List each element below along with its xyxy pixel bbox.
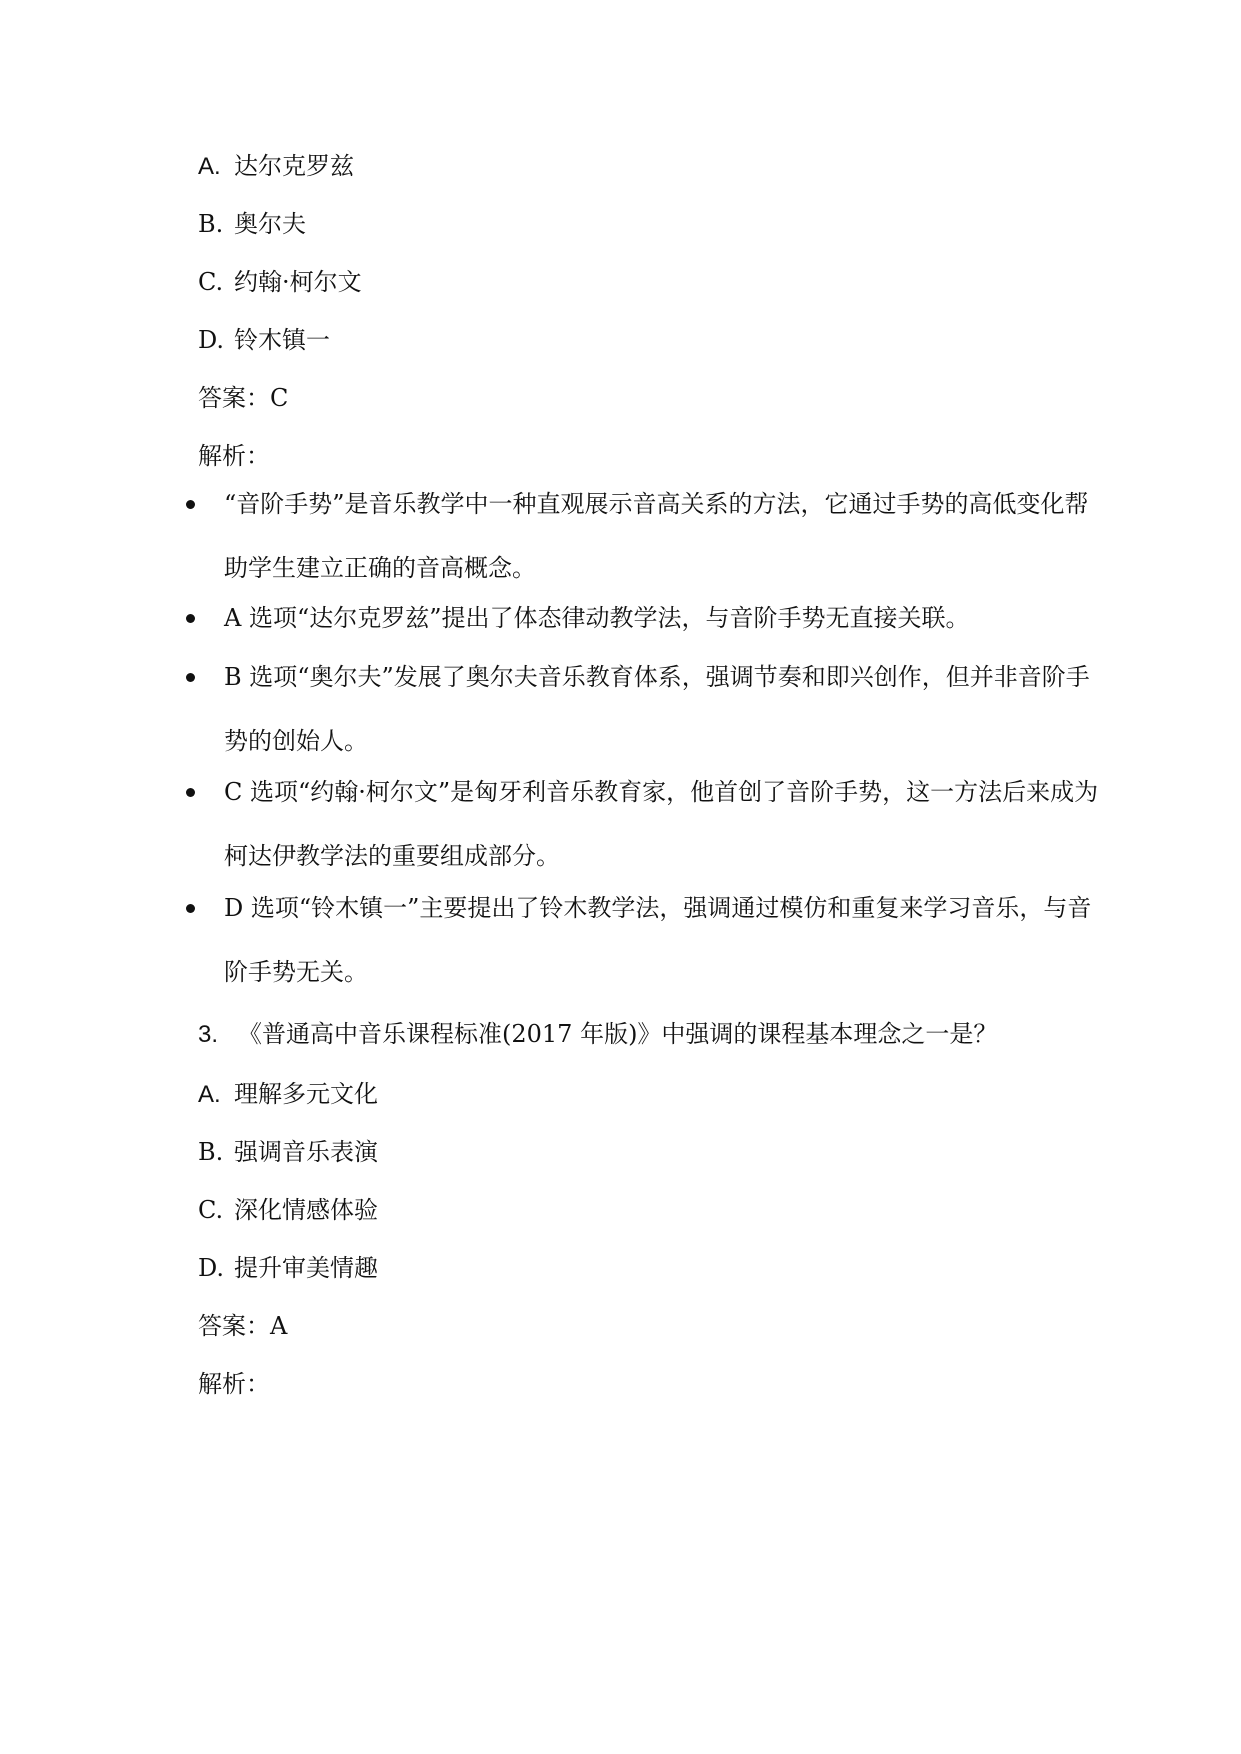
option-text: 深化情感体验 xyxy=(234,1196,378,1224)
analysis-item: “音阶手势”是音乐教学中一种直观展示音高关系的方法，它通过手势的高低变化帮助学生建立正确的音高概念。 xyxy=(224,490,1089,582)
q2-option-c xyxy=(198,266,362,298)
option-text: 奥尔夫 xyxy=(234,210,306,238)
q3-option-d xyxy=(198,1252,378,1284)
option-text: 约翰·柯尔文 xyxy=(234,268,362,296)
option-letter: A. xyxy=(198,153,221,180)
option-letter: C. xyxy=(198,1196,224,1224)
bullet-icon xyxy=(186,500,195,509)
q2-analysis-label: 解析： xyxy=(198,442,270,470)
q2-option-b xyxy=(198,208,306,240)
option-letter: B. xyxy=(198,1138,224,1166)
q2-option-a xyxy=(198,150,354,183)
q3-question xyxy=(198,1018,997,1051)
option-letter: A. xyxy=(198,1081,221,1108)
analysis-item: D 选项“铃木镇一”主要提出了铃木教学法，强调通过模仿和重复来学习音乐，与音阶手势无关。 xyxy=(224,894,1092,986)
q3-option-a xyxy=(198,1078,378,1111)
analysis-item: C 选项“约翰·柯尔文”是匈牙利音乐教育家，他首创了音阶手势，这一方法后来成为柯达伊教学法的重要组成部分。 xyxy=(224,778,1099,870)
q3-analysis-label: 解析： xyxy=(198,1370,270,1398)
question-number: 3. xyxy=(198,1021,219,1048)
option-text: 达尔克罗兹 xyxy=(234,152,354,180)
option-text: 铃木镇一 xyxy=(234,326,330,354)
option-letter: D. xyxy=(198,1254,225,1282)
question-text: 《普通高中音乐课程标准(2017 年版)》中强调的课程基本理念之一是？ xyxy=(238,1020,998,1048)
bullet-icon xyxy=(186,673,195,682)
option-text: 提升审美情趣 xyxy=(234,1254,378,1282)
bullet-icon xyxy=(186,788,195,797)
q2-option-d xyxy=(198,324,330,356)
analysis-item: A 选项“达尔克罗兹”提出了体态律动教学法，与音阶手势无直接关联。 xyxy=(224,604,970,632)
bullet-icon xyxy=(186,904,195,913)
option-letter: B. xyxy=(198,210,224,238)
bullet-icon xyxy=(186,614,195,623)
q2-answer: 答案：C xyxy=(198,384,289,412)
option-text: 强调音乐表演 xyxy=(234,1138,378,1166)
option-letter: C. xyxy=(198,268,224,296)
q3-answer: 答案：A xyxy=(198,1312,288,1340)
option-text: 理解多元文化 xyxy=(234,1080,378,1108)
q3-option-b xyxy=(198,1136,378,1168)
option-letter: D. xyxy=(198,326,225,354)
analysis-item: B 选项“奥尔夫”发展了奥尔夫音乐教育体系，强调节奏和即兴创作，但并非音阶手势的创始人。 xyxy=(224,663,1090,755)
q3-option-c xyxy=(198,1194,378,1226)
